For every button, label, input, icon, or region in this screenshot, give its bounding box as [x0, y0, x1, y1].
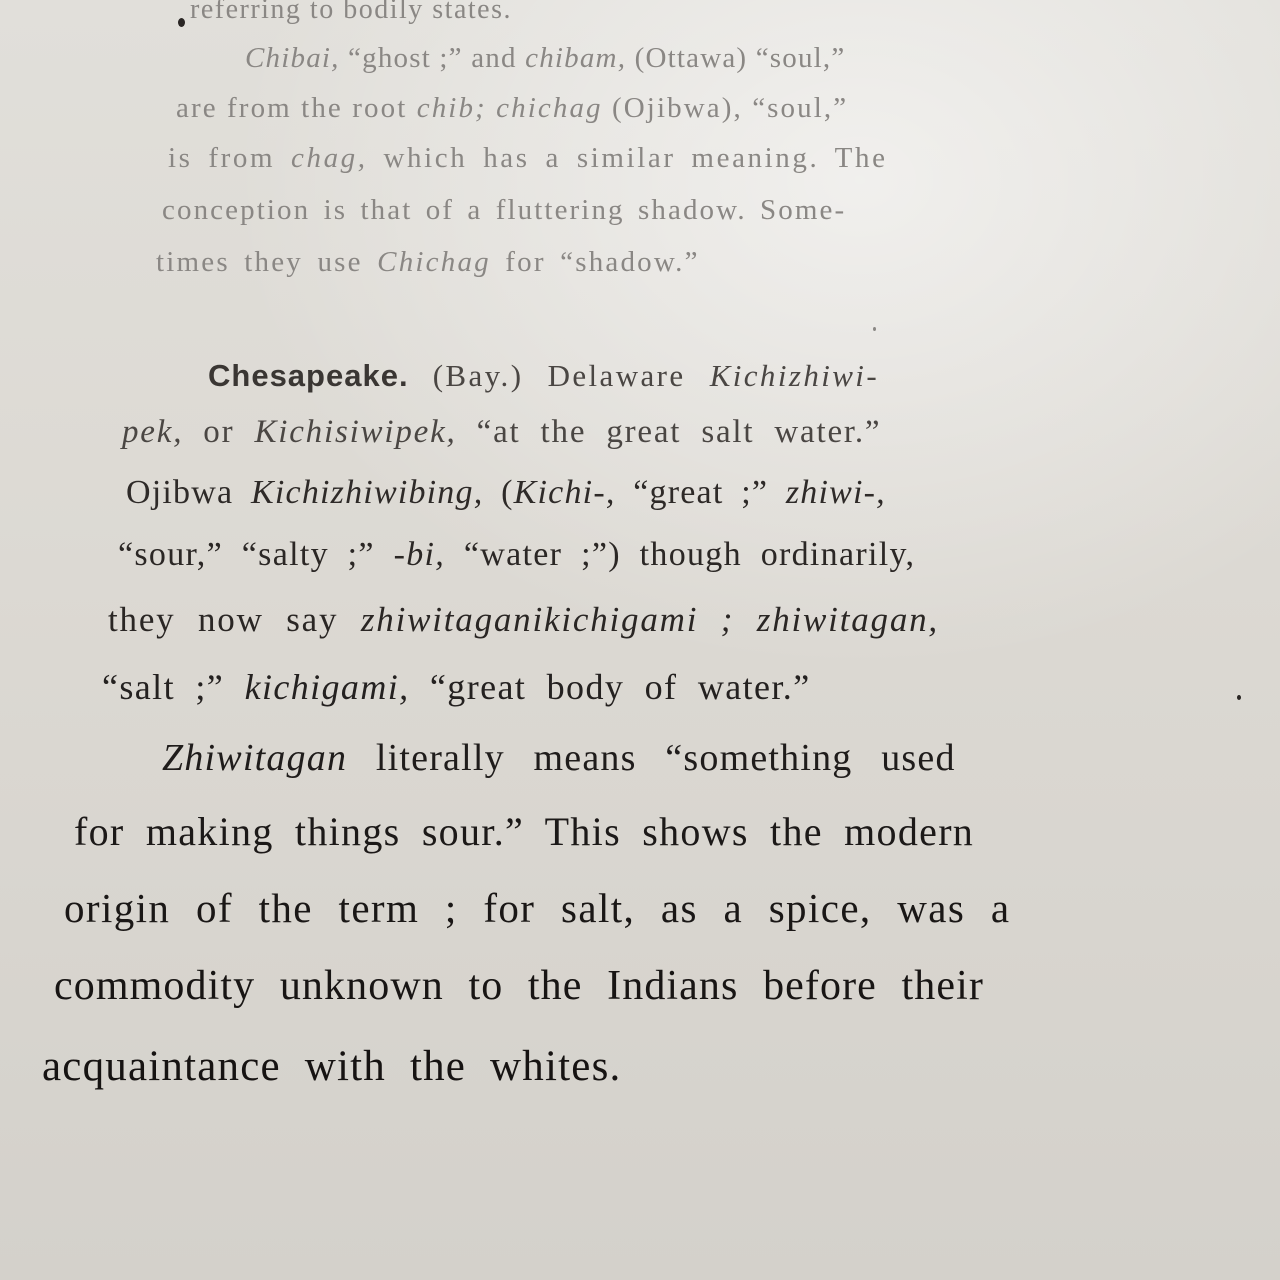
- text-span: “great ;”: [615, 474, 786, 511]
- ink-speck: [1237, 695, 1241, 700]
- italic-term: Kichisiwipek,: [254, 414, 457, 450]
- text-line: [118, 536, 915, 574]
- text-line: acquaintance with the whites.: [42, 1043, 622, 1090]
- text-line: [245, 42, 845, 75]
- text-line: for making things sour.” This shows the modern: [74, 809, 975, 854]
- text-line: [176, 92, 848, 125]
- italic-term: Kichi-,: [513, 474, 616, 511]
- italic-term: chibam,: [525, 42, 627, 74]
- text-span: (Bay.) Delaware: [408, 358, 710, 393]
- text-span: they now say: [108, 600, 361, 639]
- text-span: literally means “something used: [347, 737, 956, 779]
- text-line: [156, 246, 700, 279]
- italic-term: kichigami,: [244, 667, 410, 707]
- text-span: (Ojibwa), “soul,”: [602, 92, 849, 124]
- italic-term: chag,: [291, 142, 368, 174]
- italic-term: zhiwitaganikichigami ; zhiwitagan,: [360, 600, 939, 639]
- text-span: “salt ;”: [102, 667, 245, 707]
- italic-term: -bi,: [393, 536, 446, 573]
- italic-term: Kichizhiwibing,: [251, 474, 484, 511]
- italic-term: Chichag: [377, 246, 491, 278]
- text-span: (Ottawa) “soul,”: [626, 42, 846, 74]
- italic-term: Chibai,: [245, 42, 340, 74]
- italic-term: Kichizhiwi-: [709, 358, 880, 393]
- text-line: [208, 358, 879, 394]
- text-span: which has a similar meaning. The: [367, 142, 888, 174]
- text-span: “sour,” “salty ;”: [118, 536, 394, 573]
- text-span: Ojibwa: [126, 474, 251, 511]
- italic-term: pek,: [122, 414, 184, 450]
- text-line: conception is that of a fluttering shadow. Some-: [162, 194, 847, 226]
- text-span: “ghost ;” and: [339, 42, 526, 74]
- text-span: “at the great salt water.”: [456, 414, 882, 450]
- text-span: or: [183, 414, 255, 450]
- text-span: are from the root: [176, 92, 417, 124]
- italic-term: zhiwi-,: [785, 474, 886, 511]
- text-span: “great body of water.”: [409, 667, 811, 707]
- ink-speck: [873, 327, 876, 331]
- entry-headword: Chesapeake.: [208, 358, 409, 393]
- text-span: times they use: [156, 246, 378, 278]
- text-line: [102, 666, 811, 708]
- text-span: is from: [168, 142, 292, 174]
- text-line: [126, 474, 886, 512]
- italic-term: chib; chichag: [416, 92, 603, 124]
- text-line: origin of the term ; for salt, as a spice, was a: [64, 885, 1011, 931]
- text-line: commodity unknown to the Indians before their: [54, 963, 984, 1009]
- ink-speck: [178, 18, 185, 27]
- text-line: [122, 414, 881, 451]
- text-line: [162, 736, 956, 780]
- text-line: [168, 142, 888, 175]
- italic-term: Zhiwitagan: [162, 737, 348, 779]
- text-span: (: [483, 474, 514, 511]
- text-span: “water ;”) though ordinarily,: [445, 536, 916, 573]
- text-span: for “shadow.”: [490, 246, 700, 278]
- text-line: [108, 600, 939, 640]
- text-line: referring to bodily states.: [190, 0, 512, 25]
